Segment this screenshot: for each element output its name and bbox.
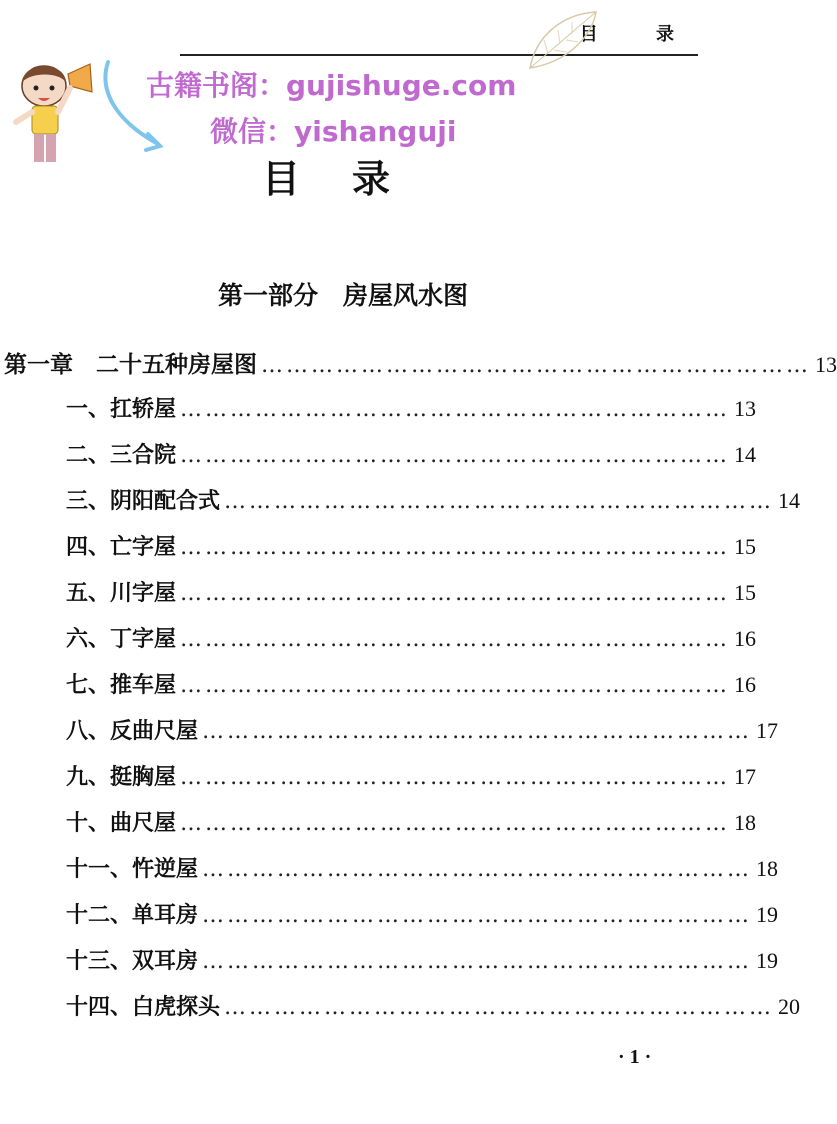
toc-leader-dots: ………………………………………………………… — [202, 949, 753, 974]
toc-page: 19 — [756, 948, 779, 973]
watermark — [0, 38, 540, 158]
toc-leader-dots: ………………………………………………………… — [202, 903, 753, 928]
toc-label: 七、推车屋 — [66, 672, 177, 698]
toc-entry-row — [66, 576, 757, 608]
toc-entry-row — [66, 484, 801, 516]
page-number: · 1 · — [618, 1046, 652, 1068]
toc-label: 十二、单耳房 — [66, 902, 199, 928]
toc-entry-row — [66, 944, 779, 976]
toc-label: 四、亡字屋 — [66, 534, 177, 560]
toc-page: 13 — [734, 396, 757, 421]
toc-leader-dots: ………………………………………………………… — [224, 489, 775, 514]
toc-entry-row — [66, 898, 779, 930]
toc-label: 八、反曲尺屋 — [66, 718, 199, 744]
toc-page: 19 — [756, 902, 779, 927]
toc-entry-row — [66, 668, 757, 700]
toc-label: 十四、白虎探头 — [66, 994, 221, 1020]
toc-page: 18 — [734, 810, 757, 835]
toc-page: 14 — [778, 488, 801, 513]
toc-entry-row — [66, 852, 779, 884]
toc-entry-row — [66, 990, 801, 1022]
toc-label: 十、曲尺屋 — [66, 810, 177, 836]
toc-leader-dots: ………………………………………………………… — [202, 857, 753, 882]
watermark-site: 古籍书阁：gujishuge.com — [146, 69, 517, 102]
toc-page: 20 — [778, 994, 801, 1019]
toc-leader-dots: ………………………………………………………… — [180, 581, 731, 606]
toc-label: 十三、双耳房 — [66, 948, 199, 974]
toc-label: 二、三合院 — [66, 442, 177, 468]
toc-leader-dots: ………………………………………………………… — [180, 765, 731, 790]
toc-leader-dots: ………………………………………………………… — [202, 719, 753, 744]
toc-label: 一、扛轿屋 — [66, 396, 177, 422]
toc-leader-dots: ………………………………………………………… — [180, 673, 731, 698]
toc-chapter-row — [4, 346, 837, 378]
toc-label: 五、川字屋 — [66, 580, 177, 606]
toc-page: 16 — [734, 626, 757, 651]
toc-label: 第一章 二十五种房屋图 — [4, 352, 257, 378]
toc-page: 15 — [734, 580, 757, 605]
toc-page: 18 — [756, 856, 779, 881]
toc-page: 16 — [734, 672, 757, 697]
page-title: 目录 — [261, 157, 442, 201]
toc-leader-dots: ………………………………………………………… — [180, 535, 731, 560]
toc-page: 17 — [756, 718, 779, 743]
toc-page: 15 — [734, 534, 757, 559]
header-title: 目 录 — [579, 24, 700, 45]
toc-page: 13 — [815, 352, 837, 377]
toc-label: 九、挺胸屋 — [66, 764, 177, 790]
toc-leader-dots: ………………………………………………………… — [224, 995, 775, 1020]
toc-entry-row — [66, 760, 757, 792]
toc-leader-dots: ………………………………………………………… — [180, 443, 731, 468]
toc-leader-dots: ………………………………………………………… — [261, 353, 811, 378]
toc-label: 十一、忤逆屋 — [66, 856, 199, 882]
toc-entry-row — [66, 438, 757, 470]
toc-entry-row — [66, 392, 757, 424]
toc-page: 14 — [734, 442, 757, 467]
toc-page: 17 — [734, 764, 757, 789]
toc-entry-row — [66, 714, 779, 746]
toc-leader-dots: ………………………………………………………… — [180, 811, 731, 836]
toc-leader-dots: ………………………………………………………… — [180, 397, 731, 422]
watermark-wechat: 微信：yishanguji — [210, 115, 457, 148]
toc-entry-row — [66, 622, 757, 654]
toc-label: 六、丁字屋 — [66, 626, 177, 652]
toc-leader-dots: ………………………………………………………… — [180, 627, 731, 652]
toc-entry-row — [66, 806, 757, 838]
toc-entry-row — [66, 530, 757, 562]
toc-label: 三、阴阳配合式 — [66, 488, 221, 514]
part-title: 第一部分 房屋风水图 — [217, 281, 468, 310]
